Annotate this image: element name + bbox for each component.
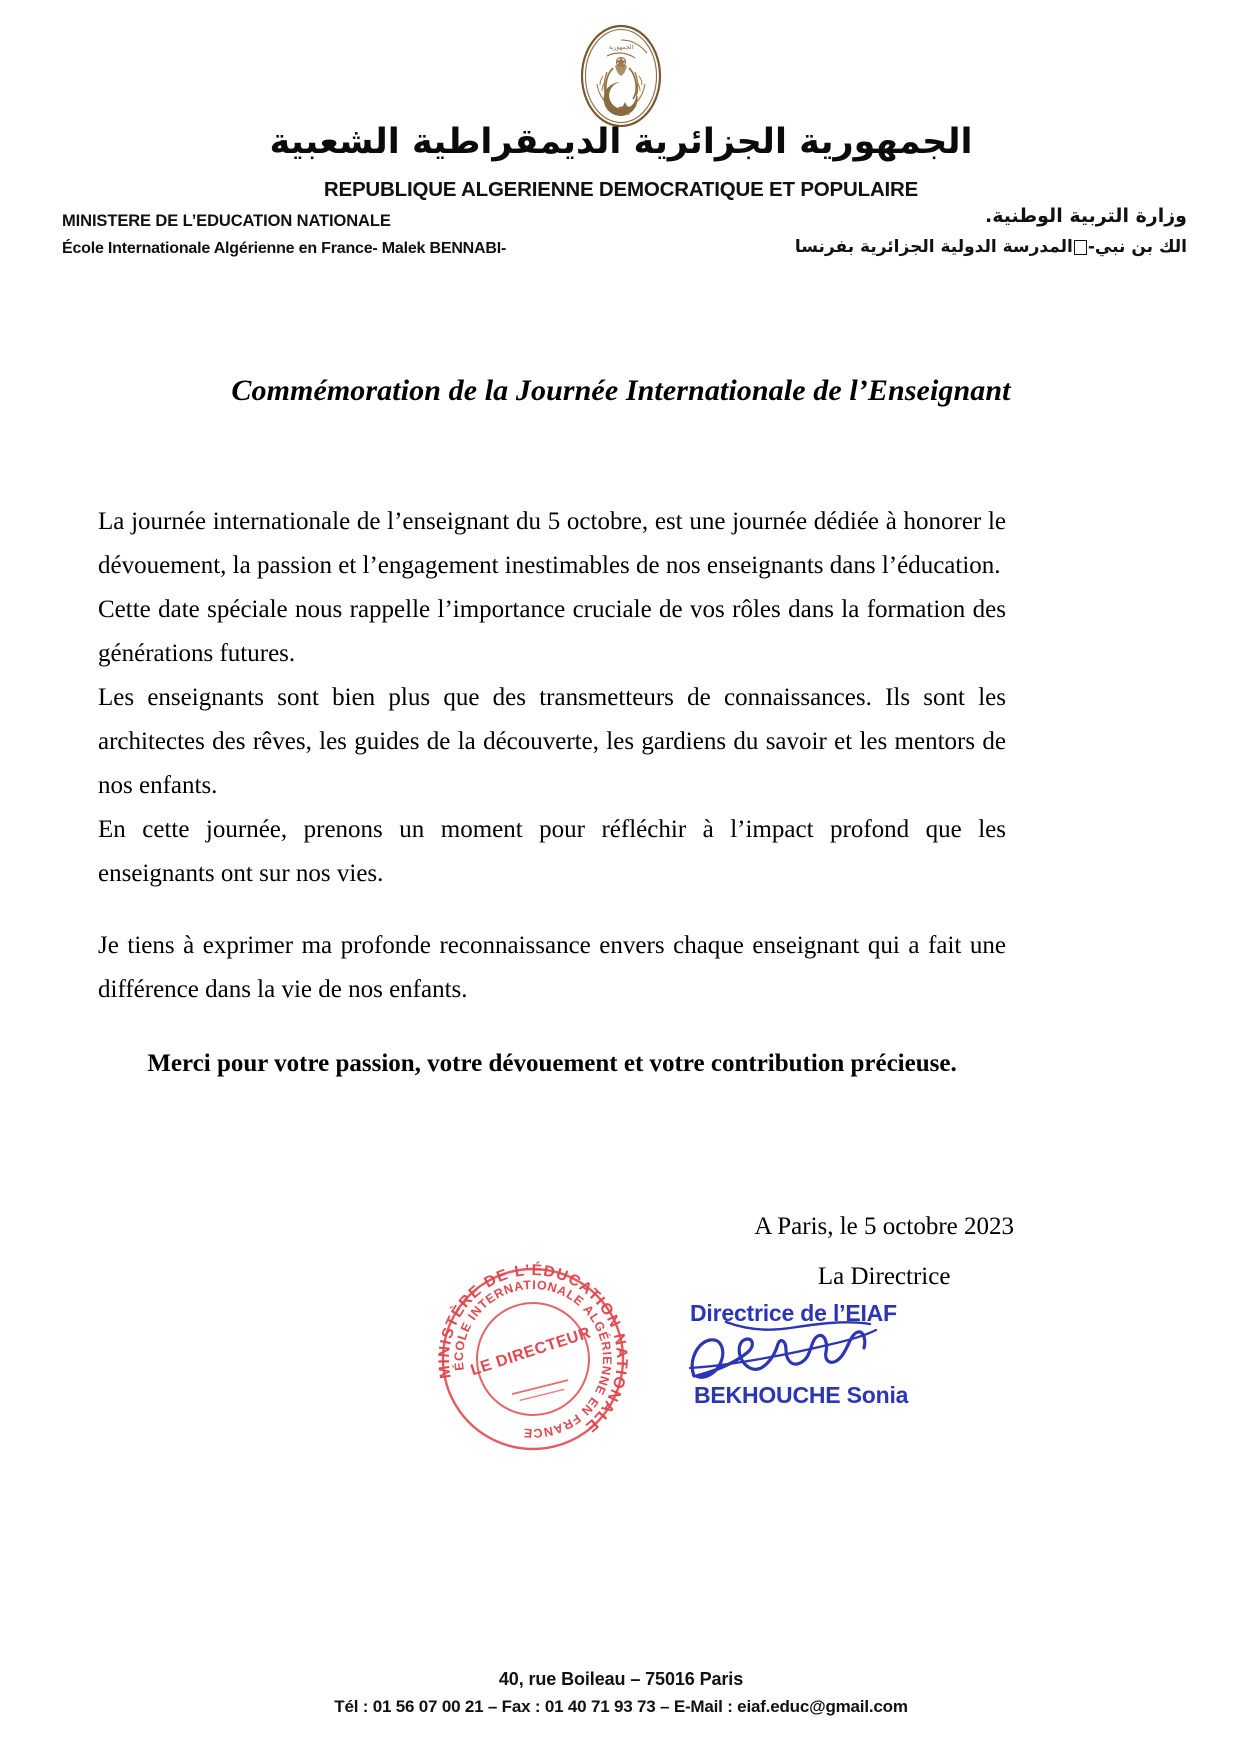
- emblem-container: [0, 22, 1242, 135]
- signature-block: [754, 1205, 1014, 1299]
- school-name-arabic-part1: المدرسة الدولية الجزائرية بفرنسا: [794, 237, 1073, 257]
- paragraph-5: Je tiens à exprimer ma profonde reconnaissance envers chaque enseignant qui a fait une différence dans la vie de nos enfants.: [98, 932, 1006, 1003]
- closing-statement: Merci pour votre passion, votre dévouement et votre contribution précieuse.: [147, 1050, 957, 1077]
- page-footer: [0, 1669, 1242, 1717]
- paragraph-1: La journée internationale de l’enseignant du 5 octobre, est une journée dédiée à honorer le dévouement, la passion et l’engagement inestimables de nos enseignants dans l’éducation.: [98, 508, 1006, 579]
- paragraph-2: Cette date spéciale nous rappelle l’importance cruciale de vos rôles dans la formation des générations futures.: [98, 596, 1006, 667]
- paragraph-4: En cette journée, prenons un moment pour réfléchir à l’impact profond que les enseignants ont sur nos vies.: [98, 816, 1006, 887]
- svg-text:MINISTÈRE DE L’ÉDUCATION NATIO: MINISTÈRE DE L’ÉDUCATION NATIONALE: [435, 1261, 631, 1436]
- header-right-block: [795, 205, 1187, 257]
- footer-contact: Tél : 01 56 07 00 21 – Fax : 01 40 71 93 73 – E-Mail : eiaf.educ@gmail.com: [334, 1697, 908, 1716]
- paragraph-3: Les enseignants sont bien plus que des transmetteurs de connaissances. Ils sont les architectes des rêves, les guides de la découverte, les gardiens du savoir et les mentors de nos enfants.: [98, 684, 1006, 799]
- school-name-arabic-part2: الك بن نبي-: [1087, 237, 1187, 257]
- place-and-date: A Paris, le 5 octobre 2023: [754, 1213, 1014, 1240]
- school-name-french: École Internationale Algérienne en France- Malek BENNABI-: [62, 240, 507, 257]
- svg-text:الجمهورية: الجمهورية: [608, 44, 634, 51]
- ministry-name-french: MINISTERE DE L’EDUCATION NATIONALE: [62, 212, 391, 230]
- algeria-national-emblem-icon: [567, 22, 675, 135]
- ministry-name-arabic: وزارة التربية الوطنية.: [985, 205, 1187, 227]
- signatory-role: La Directrice: [817, 1263, 951, 1290]
- state-name-arabic: الجمهورية الجزائرية الديمقراطية الشعبية: [269, 122, 973, 162]
- page-title: Commémoration de la Journée Internationale de l’Enseignant: [231, 374, 1011, 407]
- header-left-block: [62, 212, 506, 258]
- svg-text:ÉCOLE INTERNATIONALE ALGÉRIENN: ÉCOLE INTERNATIONALE ALGÉRIENNE EN FRANCE: [451, 1277, 615, 1441]
- svg-text:LE DIRECTEUR: LE DIRECTEUR: [468, 1324, 594, 1380]
- signer-name: BEKHOUCHE Sonia: [694, 1382, 909, 1408]
- footer-address: 40, rue Boileau – 75016 Paris: [498, 1669, 744, 1689]
- school-name-arabic: [795, 237, 1187, 257]
- missing-glyph-box: [1074, 240, 1087, 255]
- handwritten-role-text: Directrice de l’EIAF: [690, 1300, 897, 1326]
- handwritten-signature-block: [690, 1300, 950, 1408]
- document-body: [98, 500, 1006, 1111]
- republic-name-french: REPUBLIQUE ALGERIENNE DEMOCRATIQUE ET POPULAIRE: [323, 178, 919, 201]
- official-stamp: [430, 1256, 636, 1462]
